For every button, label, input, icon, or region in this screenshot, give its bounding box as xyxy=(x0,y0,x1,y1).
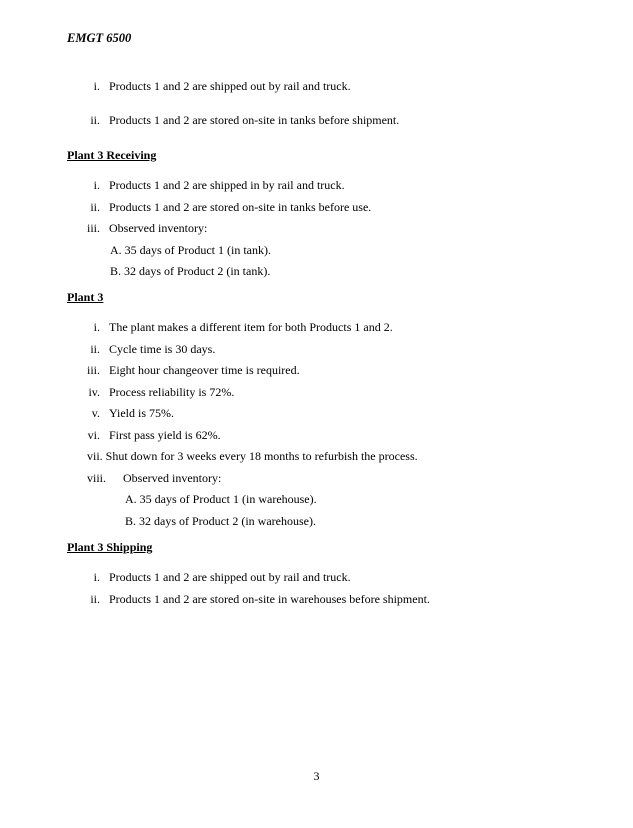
list-item-number: i. xyxy=(93,79,100,93)
list-item-number: v. xyxy=(91,406,100,420)
list-item xyxy=(87,428,221,442)
sub-list-item xyxy=(110,264,270,278)
list-item xyxy=(87,221,207,235)
list-item xyxy=(87,200,371,214)
list-item-text: Products 1 and 2 are stored on-site in warehouses before shipment. xyxy=(109,592,430,606)
list-item-text: Cycle time is 30 days. xyxy=(109,342,216,356)
sub-list-item-letter: B. xyxy=(125,514,137,528)
list-item-text: Products 1 and 2 are stored on-site in tanks before use. xyxy=(109,200,372,214)
list-item-text: Observed inventory: xyxy=(109,221,208,235)
sub-list-item-text: 35 days of Product 1 (in tank). xyxy=(124,243,271,257)
section-heading-plant3-receiving: Plant 3 Receiving xyxy=(67,148,157,162)
list-item xyxy=(87,363,300,377)
list-item-number: vii. xyxy=(87,449,103,463)
list-item-number: i. xyxy=(93,570,100,584)
list-item-number: iii. xyxy=(87,221,101,235)
list-item-number: iv. xyxy=(88,385,100,399)
sub-list-item-text: 32 days of Product 2 (in tank). xyxy=(124,264,271,278)
list-item xyxy=(87,449,418,463)
list-item-text: Shut down for 3 weeks every 18 months to refurbish the process. xyxy=(105,449,418,463)
list-item-number: i. xyxy=(93,320,100,334)
list-item-text: The plant makes a different item for both Products 1 and 2. xyxy=(109,320,393,334)
sub-list-item xyxy=(125,514,316,528)
page-number: 3 xyxy=(313,769,320,783)
list-item-number: i. xyxy=(93,178,100,192)
list-item xyxy=(87,406,174,420)
list-item xyxy=(87,320,393,334)
list-item xyxy=(87,471,221,485)
sub-list-item xyxy=(110,243,271,257)
list-item-text: Eight hour changeover time is required. xyxy=(109,363,300,377)
list-item-text: First pass yield is 62%. xyxy=(109,428,221,442)
sub-list-item-letter: B. xyxy=(110,264,122,278)
sub-list-item-letter: A. xyxy=(125,492,137,506)
sub-list-item-text: 35 days of Product 1 (in warehouse). xyxy=(139,492,317,506)
list-item xyxy=(87,79,351,93)
list-item-text: Products 1 and 2 are shipped out by rail and truck. xyxy=(109,79,351,93)
list-item-number: ii. xyxy=(90,200,100,214)
list-item-text: Process reliability is 72%. xyxy=(109,385,235,399)
list-item-number: ii. xyxy=(90,342,100,356)
sub-list-item xyxy=(125,492,317,506)
list-item-text: Observed inventory: xyxy=(123,471,222,485)
list-item-text: Products 1 and 2 are shipped out by rail and truck. xyxy=(109,570,351,584)
list-item xyxy=(87,570,351,584)
course-code-header: EMGT 6500 xyxy=(67,31,132,45)
list-item xyxy=(87,342,215,356)
sub-list-item-letter: A. xyxy=(110,243,122,257)
list-item-number: viii. xyxy=(87,471,107,485)
list-item-number: vi. xyxy=(87,428,100,442)
list-item xyxy=(87,113,399,127)
sub-list-item-text: 32 days of Product 2 (in warehouse). xyxy=(139,514,316,528)
list-item xyxy=(87,178,345,192)
section-heading-plant3: Plant 3 xyxy=(67,290,104,304)
list-item xyxy=(87,385,234,399)
list-item-number: iii. xyxy=(87,363,101,377)
list-item-text: Yield is 75%. xyxy=(109,406,174,420)
section-heading-plant3-shipping: Plant 3 Shipping xyxy=(67,540,153,554)
list-item-number: ii. xyxy=(90,592,100,606)
list-item-number: ii. xyxy=(90,113,100,127)
list-item-text: Products 1 and 2 are stored on-site in tanks before shipment. xyxy=(109,113,400,127)
list-item xyxy=(87,592,430,606)
list-item-text: Products 1 and 2 are shipped in by rail and truck. xyxy=(109,178,345,192)
